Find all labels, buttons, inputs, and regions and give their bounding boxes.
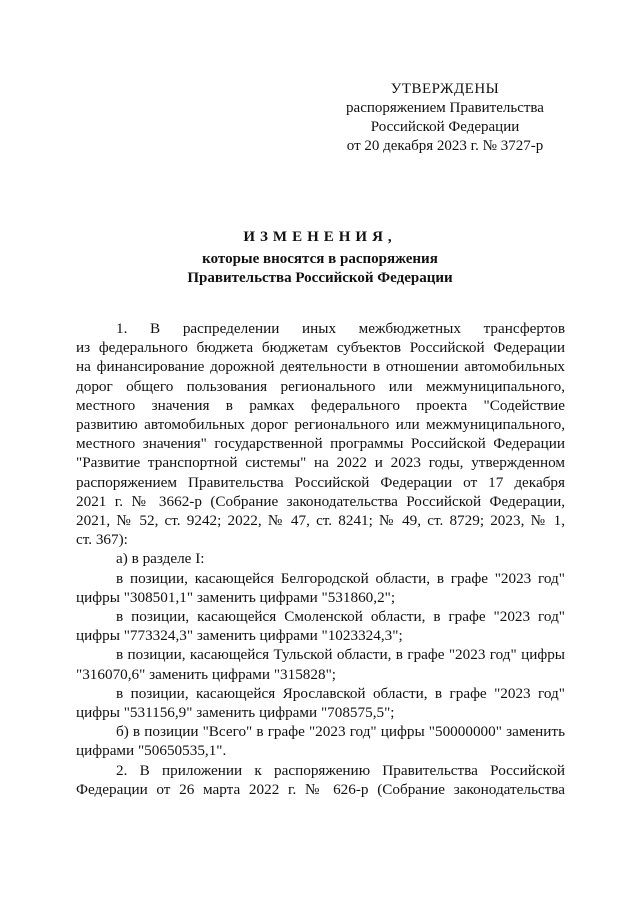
body-line: ст. 367): xyxy=(76,531,128,549)
body-line: б) в позиции "Всего" в графе "2023 год" цифры "50000000" заменить xyxy=(116,723,565,741)
body-line: местного значения в рамках федерального проекта "Содействие xyxy=(76,396,565,414)
body-line: 2. В приложении к распоряжению Правительства Российской xyxy=(116,761,565,779)
document-body xyxy=(76,319,565,799)
body-line: развитию автомобильных дорог регионального или межмуниципального, xyxy=(76,416,565,434)
body-line: в позиции, касающейся Белгородской области, в графе "2023 год" xyxy=(116,569,565,587)
body-line: в позиции, касающейся Ярославской области, в графе "2023 год" xyxy=(116,684,565,702)
document-subtitle-line-1: которые вносятся в распоряжения xyxy=(202,251,438,267)
body-line: 2021, № 52, ст. 9242; 2022, № 47, ст. 8241; № 49, ст. 8729; 2023, № 1, xyxy=(76,512,565,530)
body-line: 2021 г. № 3662-р (Собрание законодательства Российской Федерации, xyxy=(76,492,565,510)
body-line: в позиции, касающейся Смоленской области, в графе "2023 год" xyxy=(116,608,565,626)
body-line: распоряжением Правительства Российской Федерации от 17 декабря xyxy=(76,473,565,491)
document-title: ИЗМЕНЕНИЯ, xyxy=(243,229,397,245)
approval-line-2: Российской Федерации xyxy=(370,119,520,135)
document-subtitle-line-2: Правительства Российской Федерации xyxy=(187,270,453,286)
approval-line-1: распоряжением Правительства xyxy=(346,100,544,116)
body-line: на финансирование дорожной деятельности в отношении автомобильных xyxy=(76,358,565,376)
approval-stamp xyxy=(330,80,560,156)
body-line: дорог общего пользования регионального или межмуниципального, xyxy=(76,377,565,395)
approval-line-3: от 20 декабря 2023 г. № 3727-р xyxy=(346,138,544,154)
body-line: а) в разделе I: xyxy=(116,550,205,568)
body-line: цифры "773324,3" заменить цифрами "1023324,3"; xyxy=(76,627,403,645)
body-line: 1. В распределении иных межбюджетных трансфертов xyxy=(116,320,565,337)
body-line: цифрами "50650535,1". xyxy=(76,742,227,760)
approval-title: УТВЕРЖДЕНЫ xyxy=(390,81,500,97)
body-line: "Развитие транспортной системы" на 2022 и 2023 годы, утвержденном xyxy=(76,454,565,472)
body-line: в позиции, касающейся Тульской области, в графе "2023 год" цифры xyxy=(116,646,565,664)
document-subtitle xyxy=(60,250,580,288)
body-line: цифры "531156,9" заменить цифрами "708575,5"; xyxy=(76,704,395,722)
body-line: из федерального бюджета бюджетам субъектов Российской Федерации xyxy=(76,339,565,357)
body-line: Федерации от 26 марта 2022 г. № 626-р (Собрание законодательства xyxy=(76,780,565,798)
body-line: "316070,6" заменить цифрами "315828"; xyxy=(76,665,337,683)
body-line: местного значения" государственной программы Российской Федерации xyxy=(76,435,565,453)
body-line: цифры "308501,1" заменить цифрами "531860,2"; xyxy=(76,588,396,606)
